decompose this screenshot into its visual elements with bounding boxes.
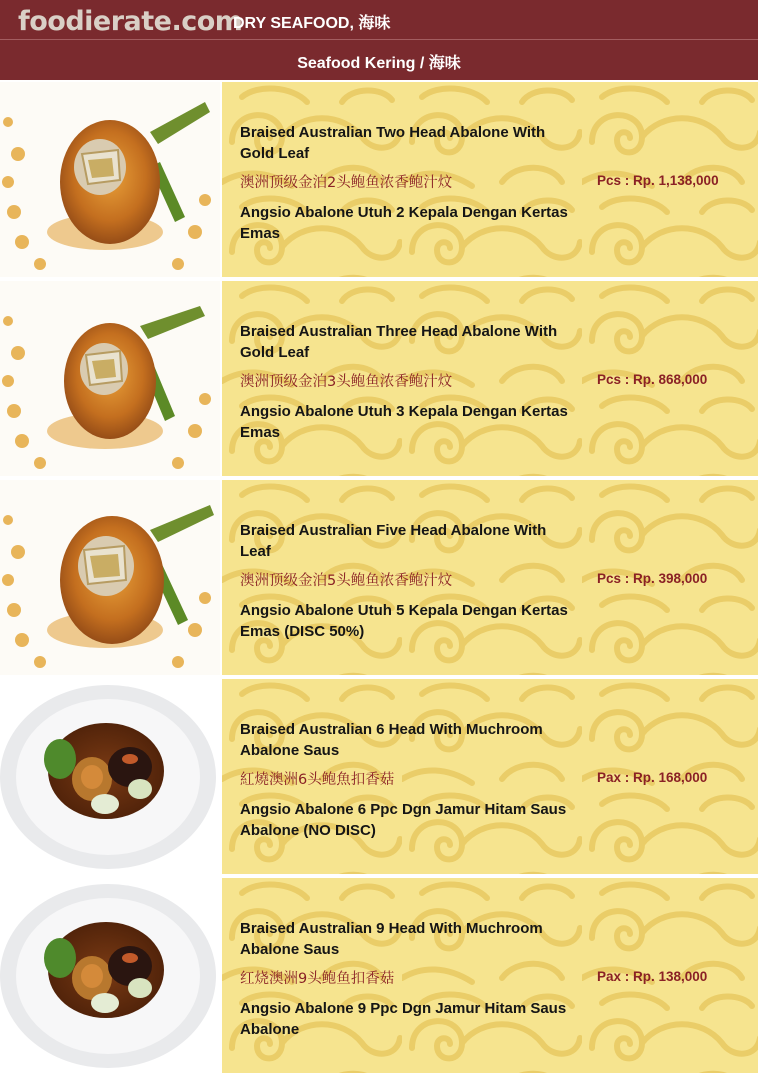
menu-header	[0, 0, 758, 80]
menu-item[interactable]	[0, 677, 758, 876]
item-price: Pcs : Rp. 398,000	[597, 571, 708, 586]
item-name-indonesian: Angsio Abalone 6 Ppc Dgn Jamur Hitam Saus Abalone (NO DISC)	[240, 801, 567, 839]
menu-item-details	[222, 82, 758, 277]
menu-item[interactable]	[0, 279, 758, 478]
item-price: Pax : Rp. 138,000	[597, 969, 708, 984]
section-subtitle: Seafood Kering / 海味	[297, 55, 461, 72]
menu-item-details	[222, 480, 758, 675]
item-name-english: Braised Australian 9 Head With Muchroom Abalone Saus	[240, 920, 543, 958]
menu-item-details	[222, 679, 758, 874]
item-name-english: Braised Australian Three Head Abalone With Gold Leaf	[240, 323, 558, 361]
menu-item-details	[222, 281, 758, 476]
item-name-chinese: 澳洲顶级金泊3头鲍鱼浓香鲍汁炆	[240, 374, 453, 390]
abalone-mushroom-photo	[0, 878, 220, 1073]
item-price: Pcs : Rp. 1,138,000	[597, 173, 719, 188]
item-name-chinese: 澳洲顶级金泊5头鲍鱼浓香鲍汁炆	[240, 573, 453, 589]
item-name-chinese: 紅燒澳洲6头鲍魚扣香菇	[240, 772, 395, 788]
item-price: Pcs : Rp. 868,000	[597, 372, 708, 387]
item-name-indonesian: Angsio Abalone Utuh 2 Kepala Dengan Kertas Emas	[240, 204, 568, 242]
menu-item[interactable]	[0, 478, 758, 677]
item-price: Pax : Rp. 168,000	[597, 770, 708, 785]
section-title: DRY SEAFOOD, 海味	[233, 15, 391, 32]
abalone-gold-leaf-photo	[0, 480, 220, 675]
abalone-mushroom-photo	[0, 679, 220, 874]
header-divider	[0, 39, 758, 40]
menu-item[interactable]	[0, 80, 758, 279]
item-name-indonesian: Angsio Abalone Utuh 5 Kepala Dengan Kertas Emas (DISC 50%)	[240, 602, 568, 640]
site-logo[interactable]: foodierate.com	[18, 6, 243, 37]
item-name-english: Braised Australian Two Head Abalone With Gold Leaf	[240, 124, 546, 162]
menu-list	[0, 80, 758, 1075]
item-name-chinese: 澳洲顶级金泊2头鲍鱼浓香鲍汁炆	[240, 175, 453, 191]
item-name-english: Braised Australian Five Head Abalone With Leaf	[240, 522, 547, 560]
item-name-indonesian: Angsio Abalone Utuh 3 Kepala Dengan Kertas Emas	[240, 403, 568, 441]
item-name-indonesian: Angsio Abalone 9 Ppc Dgn Jamur Hitam Saus Abalone	[240, 1000, 567, 1038]
abalone-gold-leaf-photo	[0, 281, 220, 476]
item-name-english: Braised Australian 6 Head With Muchroom Abalone Saus	[240, 721, 543, 759]
abalone-gold-leaf-photo	[0, 82, 220, 277]
menu-item[interactable]	[0, 876, 758, 1075]
menu-item-details	[222, 878, 758, 1073]
item-name-chinese: 红烧澳洲9头鲍鱼扣香菇	[240, 971, 395, 987]
